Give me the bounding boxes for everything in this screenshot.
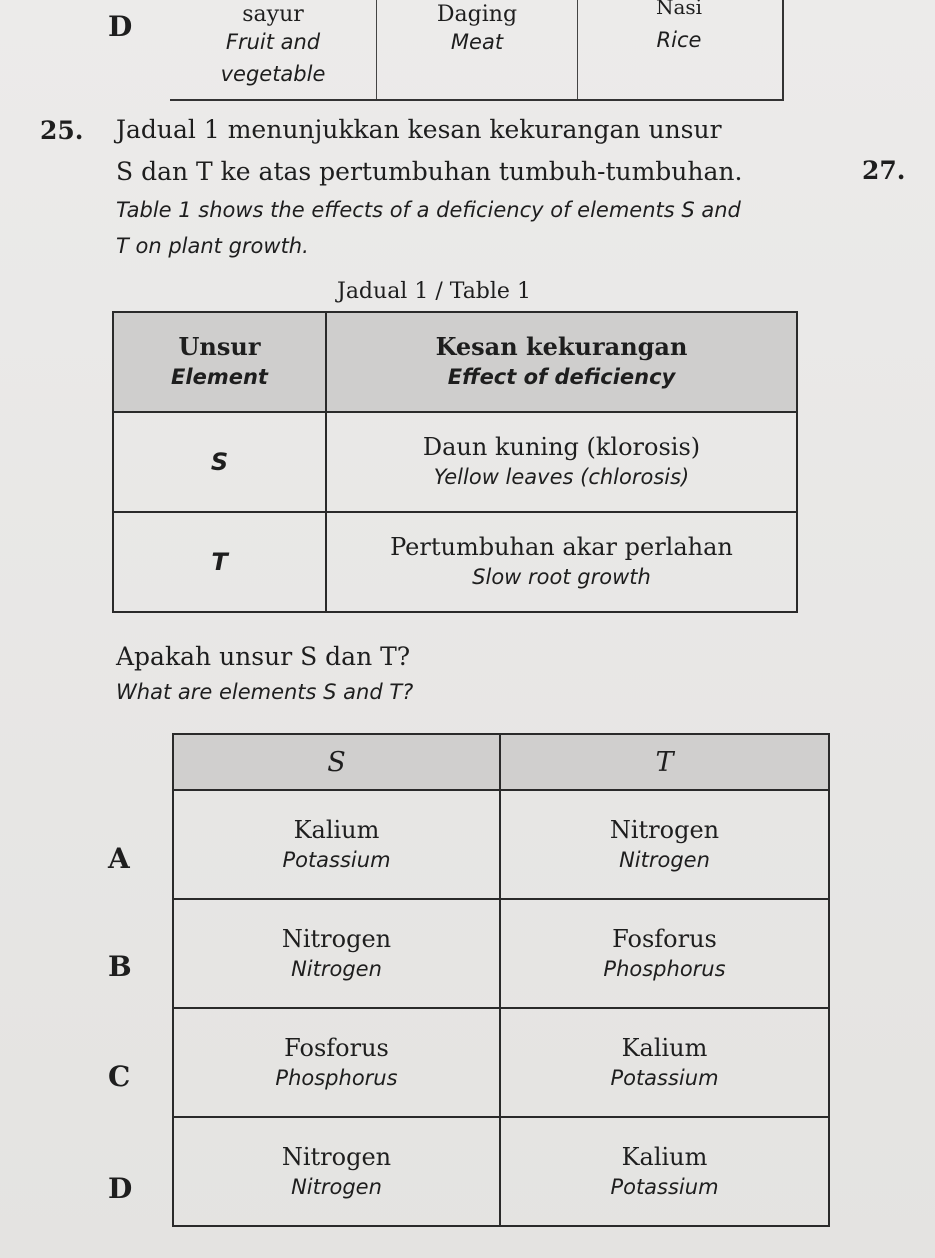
option-c-s-ms: Fosforus xyxy=(284,1033,389,1062)
options-header-t: T xyxy=(500,734,829,790)
option-d-letter[interactable]: D xyxy=(108,1172,133,1205)
option-c-t-en: Potassium xyxy=(610,1065,719,1090)
header-effect-ms: Kesan kekurangan xyxy=(435,332,688,361)
prev-option-table xyxy=(170,0,784,101)
prev-cell-meat-en: Meat xyxy=(450,30,504,54)
question-ms-line-1: Jadual 1 menunjukkan kesan kekurangan unsur xyxy=(116,115,722,144)
element-cell xyxy=(113,512,326,612)
option-d-t[interactable] xyxy=(500,1117,829,1226)
question-en-line-2: T on plant growth. xyxy=(116,234,309,258)
option-b-t-ms: Fosforus xyxy=(612,924,717,953)
option-b-s[interactable] xyxy=(173,899,500,1008)
effect-cell xyxy=(326,512,797,612)
element-cell xyxy=(113,412,326,512)
table-caption: Jadual 1 / Table 1 xyxy=(337,279,531,304)
option-b-s-ms: Nitrogen xyxy=(281,924,392,953)
option-a-t[interactable] xyxy=(500,790,829,899)
prev-option-d-letter: D xyxy=(108,10,133,43)
prev-cell-meat-ms: Daging xyxy=(436,2,518,27)
next-question-number: 27. xyxy=(862,156,906,185)
option-c-t-ms: Kalium xyxy=(621,1033,708,1062)
option-b-letter[interactable]: B xyxy=(108,950,132,983)
option-row-b[interactable] xyxy=(173,899,829,1008)
table-row xyxy=(113,412,797,512)
table-row xyxy=(113,512,797,612)
prev-cell-fruit-ms: sayur xyxy=(242,2,304,27)
option-c-t[interactable] xyxy=(500,1008,829,1117)
prev-cell-fruit-en1: Fruit and xyxy=(225,30,321,54)
prev-cell-rice xyxy=(578,0,780,99)
prompt-ms: Apakah unsur S dan T? xyxy=(116,642,411,671)
option-row-d[interactable] xyxy=(173,1117,829,1226)
option-a-letter[interactable]: A xyxy=(108,842,130,875)
option-c-s[interactable] xyxy=(173,1008,500,1117)
option-d-s-ms: Nitrogen xyxy=(281,1142,392,1171)
prev-cell-fruit xyxy=(170,0,376,99)
question-number: 25. xyxy=(40,116,84,145)
effect-t-ms: Pertumbuhan akar perlahan xyxy=(390,533,733,561)
header-effect xyxy=(326,312,797,412)
header-element-ms: Unsur xyxy=(178,332,261,361)
option-a-t-en: Nitrogen xyxy=(619,847,710,872)
effect-s-ms: Daun kuning (klorosis) xyxy=(422,433,701,461)
option-a-s[interactable] xyxy=(173,790,500,899)
header-element-en: Element xyxy=(171,365,268,389)
header-effect-en: Effect of deficiency xyxy=(447,365,676,389)
option-b-t[interactable] xyxy=(500,899,829,1008)
option-row-c[interactable] xyxy=(173,1008,829,1117)
header-element xyxy=(113,312,326,412)
option-b-s-en: Nitrogen xyxy=(291,956,382,981)
prev-cell-fruit-en2: vegetable xyxy=(220,62,326,86)
element-s: S xyxy=(210,448,229,476)
effect-cell xyxy=(326,412,797,512)
option-c-s-en: Phosphorus xyxy=(275,1065,398,1090)
prompt-en: What are elements S and T? xyxy=(116,680,414,704)
options-header xyxy=(173,734,829,790)
deficiency-table xyxy=(112,311,798,613)
option-row-a[interactable] xyxy=(173,790,829,899)
option-d-t-ms: Kalium xyxy=(621,1142,708,1171)
option-c-letter[interactable]: C xyxy=(108,1060,131,1093)
deficiency-table-header xyxy=(113,312,797,412)
question-en-line-1: Table 1 shows the effects of a deficiency of elements S and xyxy=(116,198,741,222)
options-header-s: S xyxy=(173,734,500,790)
option-a-s-ms: Kalium xyxy=(293,815,380,844)
element-t: T xyxy=(211,548,228,576)
option-d-t-en: Potassium xyxy=(610,1174,719,1199)
prev-cell-rice-ms: Nasi xyxy=(655,0,703,19)
options-table xyxy=(172,733,830,1227)
question-ms-line-2: S dan T ke atas pertumbuhan tumbuh-tumbuhan. xyxy=(116,157,743,186)
option-d-s-en: Nitrogen xyxy=(291,1174,382,1199)
option-b-t-en: Phosphorus xyxy=(603,956,726,981)
prev-cell-meat xyxy=(377,0,577,99)
option-d-s[interactable] xyxy=(173,1117,500,1226)
option-a-t-ms: Nitrogen xyxy=(609,815,720,844)
prev-cell-rice-en: Rice xyxy=(656,28,702,52)
effect-t-en: Slow root growth xyxy=(472,565,651,589)
option-a-s-en: Potassium xyxy=(282,847,391,872)
effect-s-en: Yellow leaves (chlorosis) xyxy=(433,465,690,489)
